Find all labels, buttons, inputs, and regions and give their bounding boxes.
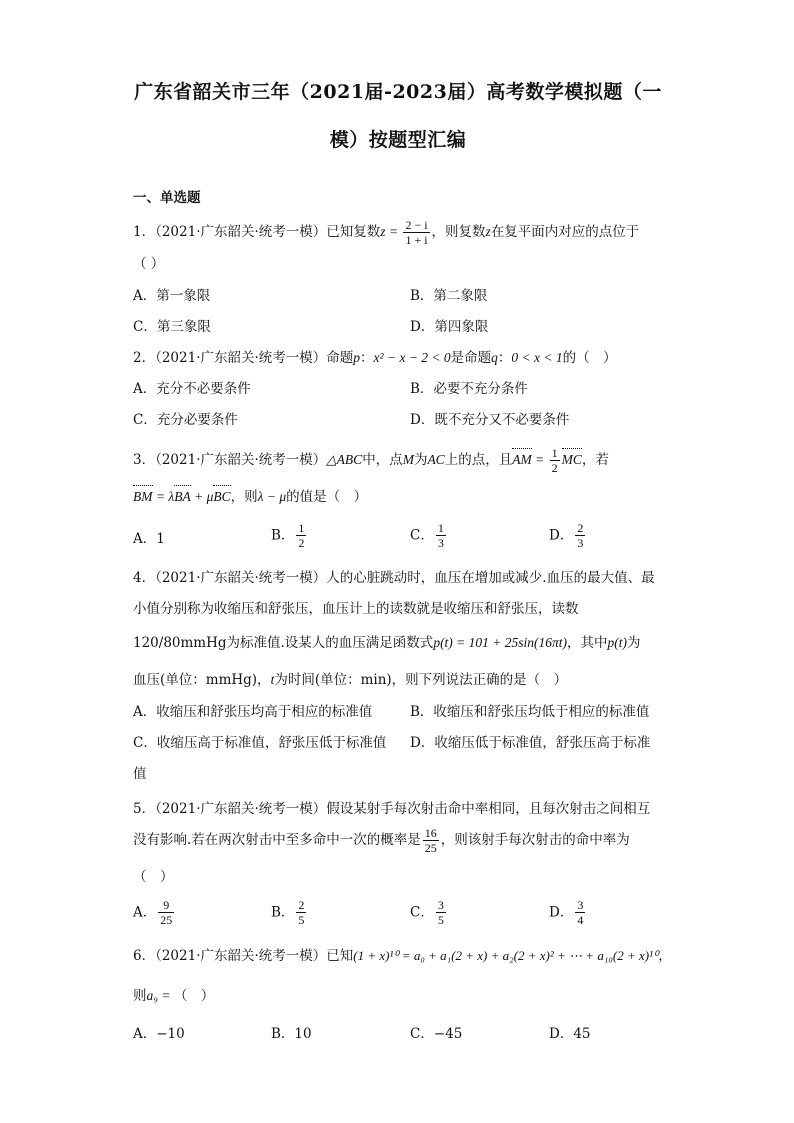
option-a[interactable]: A．充分不必要条件 xyxy=(133,381,251,397)
math-expression: 0 < x < 1 xyxy=(511,350,563,365)
question-5-paren: （ ） xyxy=(133,869,174,885)
option-label: C． xyxy=(410,904,434,921)
question-number: 6． xyxy=(133,948,156,964)
fraction xyxy=(296,521,306,550)
option-c[interactable] xyxy=(410,898,448,927)
option-a[interactable]: A．第一象限 xyxy=(133,288,211,304)
question-6 xyxy=(133,947,672,965)
question-4-line-3 xyxy=(133,634,641,652)
math-var: p xyxy=(353,350,361,365)
fraction xyxy=(436,898,446,927)
question-source: （2021·广东韶关·统考一模） xyxy=(155,224,327,240)
fraction xyxy=(550,446,560,475)
option-label: C． xyxy=(410,527,434,544)
vector-am: AM xyxy=(512,452,532,467)
document-title xyxy=(120,68,676,164)
question-text: 的（ ） xyxy=(562,350,617,366)
question-text: 为时间(单位：min)，则下列说法正确的是（ ） xyxy=(274,672,568,688)
title-line-2: 模）按题型汇编 xyxy=(329,129,467,151)
question-source: （2021·广东韶关·统考一模） xyxy=(155,350,327,366)
question-number: 3． xyxy=(133,452,156,468)
question-text: ，若 xyxy=(581,452,609,468)
fraction-denominator: 25 xyxy=(424,841,437,855)
math-expression: x² − x − 2 < 0 xyxy=(373,350,451,365)
math-op: = xyxy=(385,224,402,239)
question-text: 是命题 xyxy=(450,350,492,366)
question-text: ，则 xyxy=(230,489,258,505)
option-label: B． xyxy=(271,904,295,921)
fraction-denominator: 2 xyxy=(298,536,305,550)
option-d[interactable]: D．45 xyxy=(549,1026,591,1042)
fraction-numerator: 1 xyxy=(551,446,558,460)
fraction-denominator: 2 xyxy=(551,461,558,475)
question-text: ，其中 xyxy=(567,635,608,651)
option-d[interactable]: D．第四象限 xyxy=(410,319,489,335)
question-text: 的值是（ ） xyxy=(286,489,368,505)
option-b[interactable] xyxy=(271,898,308,927)
option-c[interactable] xyxy=(410,521,448,550)
question-source: （2021·广东韶关·统考一模） xyxy=(155,570,327,586)
fraction-denominator: 5 xyxy=(437,913,444,927)
option-d[interactable] xyxy=(549,898,587,927)
fraction-denominator: 25 xyxy=(160,913,173,927)
question-text: 血压(单位：mmHg)， xyxy=(133,672,271,688)
question-text: ，则复数 xyxy=(431,224,486,240)
question-source: （2021·广东韶关·统考一模） xyxy=(155,452,327,468)
math-expression: p(t) = 101 + 25sin(16πt) xyxy=(433,635,568,650)
math-expression: (1 + x)¹⁰ = a₀ + a₁(2 + x) + a₂(2 + x)² + ⋯ + a₁₀(2 + x)¹⁰ xyxy=(353,948,659,963)
question-number: 4． xyxy=(133,570,156,586)
option-label: A． xyxy=(133,904,157,921)
math-op: = λ xyxy=(152,489,175,504)
question-text: ： xyxy=(360,350,374,366)
fraction-numerator: 3 xyxy=(577,898,584,912)
question-text: 假设某射手每次射击命中率相同，且每次射击之间相互 xyxy=(326,801,651,817)
question-2 xyxy=(133,349,617,367)
math-expression: p(t) xyxy=(607,635,628,650)
option-c[interactable]: C．收缩压高于标准值，舒张压低于标准值 xyxy=(133,735,387,751)
fraction xyxy=(403,218,429,247)
fraction-denominator: 1 + i xyxy=(405,233,428,247)
option-label: D． xyxy=(549,904,574,921)
title-line-1: 广东省韶关市三年（2021届-2023届）高考数学模拟题（一 xyxy=(134,81,662,103)
fraction xyxy=(575,898,585,927)
question-text: 已知复数 xyxy=(326,224,381,240)
vector-bm: BM xyxy=(133,489,153,504)
question-text: （ ） xyxy=(173,988,215,1004)
option-b[interactable]: B．10 xyxy=(271,1026,312,1042)
option-d[interactable] xyxy=(549,521,587,550)
option-b[interactable]: B．必要不充分条件 xyxy=(410,381,528,397)
question-source: （2021·广东韶关·统考一模） xyxy=(155,801,327,817)
question-4 xyxy=(133,569,655,587)
question-text: 为 xyxy=(627,635,641,651)
question-text: ： xyxy=(497,350,512,366)
math-op: + μ xyxy=(190,489,214,504)
vector-bc: BC xyxy=(213,489,231,504)
fraction-numerator: 1 xyxy=(437,521,444,535)
question-1 xyxy=(133,218,639,247)
question-text: 命题 xyxy=(326,350,354,366)
question-text: ， xyxy=(658,948,672,964)
option-d[interactable]: D．收缩压低于标准值，舒张压高于标准 xyxy=(410,735,651,751)
question-6-line-2 xyxy=(133,987,214,1005)
question-4-line-2: 小值分别称为收缩压和舒张压，血压计上的读数就是收缩压和舒张压，读数 xyxy=(133,601,579,617)
question-3-line-2 xyxy=(133,488,367,506)
option-c[interactable]: C．第三象限 xyxy=(133,319,211,335)
math-var: q xyxy=(491,350,498,365)
question-text: 没有影响.若在两次射击中至多命中一次的概率是 xyxy=(133,832,421,848)
fraction-numerator: 9 xyxy=(158,898,174,913)
fraction-denominator: 3 xyxy=(437,536,444,550)
fraction-numerator: 2 xyxy=(298,898,305,912)
question-text: 人的心脏跳动时，血压在增加或减少.血压的最大值、最 xyxy=(326,570,655,586)
question-text: 上的点，且 xyxy=(444,452,513,468)
option-d-continued: 值 xyxy=(133,766,147,782)
option-a[interactable]: A．1 xyxy=(133,531,165,547)
vector-mc: MC xyxy=(561,452,582,467)
fraction xyxy=(423,826,439,855)
option-label: D． xyxy=(549,527,574,544)
question-number: 5． xyxy=(133,801,156,817)
option-a[interactable]: A．收缩压和舒张压均高于相应的标准值 xyxy=(133,704,373,720)
fraction-numerator: 3 xyxy=(437,898,444,912)
option-c[interactable]: C．充分必要条件 xyxy=(133,412,238,428)
question-text: 已知 xyxy=(326,948,354,964)
fraction xyxy=(158,898,174,927)
option-b[interactable] xyxy=(271,521,308,550)
fraction-numerator: 2 − i xyxy=(405,218,428,232)
fraction-denominator: 5 xyxy=(298,913,305,927)
fraction-denominator: 3 xyxy=(577,536,584,550)
question-4-line-4 xyxy=(133,671,567,689)
option-b[interactable]: B．第二象限 xyxy=(410,288,488,304)
fraction xyxy=(296,898,306,927)
question-text: 为 xyxy=(413,452,428,468)
question-text: ，则该射手每次射击的命中率为 xyxy=(440,832,630,848)
option-d[interactable]: D．既不充分又不必要条件 xyxy=(410,412,570,428)
question-text: 中，点 xyxy=(362,452,403,468)
math-expression: a₉ = xyxy=(146,988,174,1003)
question-text: 则 xyxy=(133,988,147,1004)
question-5-line-2 xyxy=(133,826,630,855)
option-label: B． xyxy=(271,527,295,544)
math-expression: λ − μ xyxy=(257,489,287,504)
math-expression: △ABC xyxy=(326,452,363,467)
math-var: t xyxy=(270,672,275,687)
option-a[interactable] xyxy=(133,898,176,927)
math-var: M xyxy=(402,452,414,467)
math-var: AC xyxy=(427,452,445,467)
option-b[interactable]: B．收缩压和舒张压均低于相应的标准值 xyxy=(410,704,650,720)
fraction-numerator: 2 xyxy=(577,521,584,535)
fraction-numerator: 1 xyxy=(298,521,305,535)
question-text: 120/80mmHg为标准值.设某人的血压满足函数式 xyxy=(133,635,434,651)
question-number: 1． xyxy=(133,224,156,240)
vector-ba: BA xyxy=(174,489,191,504)
question-3 xyxy=(133,446,609,475)
option-c[interactable]: C．−45 xyxy=(410,1026,463,1042)
question-5 xyxy=(133,800,650,818)
option-a[interactable]: A．−10 xyxy=(133,1026,185,1042)
question-number: 2． xyxy=(133,350,156,366)
math-op: = xyxy=(531,452,548,467)
question-text: 在复平面内对应的点位于 xyxy=(490,224,640,240)
section-heading: 一、单选题 xyxy=(133,190,201,206)
fraction-denominator: 4 xyxy=(577,913,584,927)
question-1-paren: （ ） xyxy=(133,256,165,272)
fraction xyxy=(436,521,446,550)
math-var: z xyxy=(380,224,386,239)
fraction-numerator: 16 xyxy=(424,826,437,840)
question-source: （2021·广东韶关·统考一模） xyxy=(155,948,327,964)
math-var: z xyxy=(485,224,491,239)
fraction xyxy=(575,521,585,550)
